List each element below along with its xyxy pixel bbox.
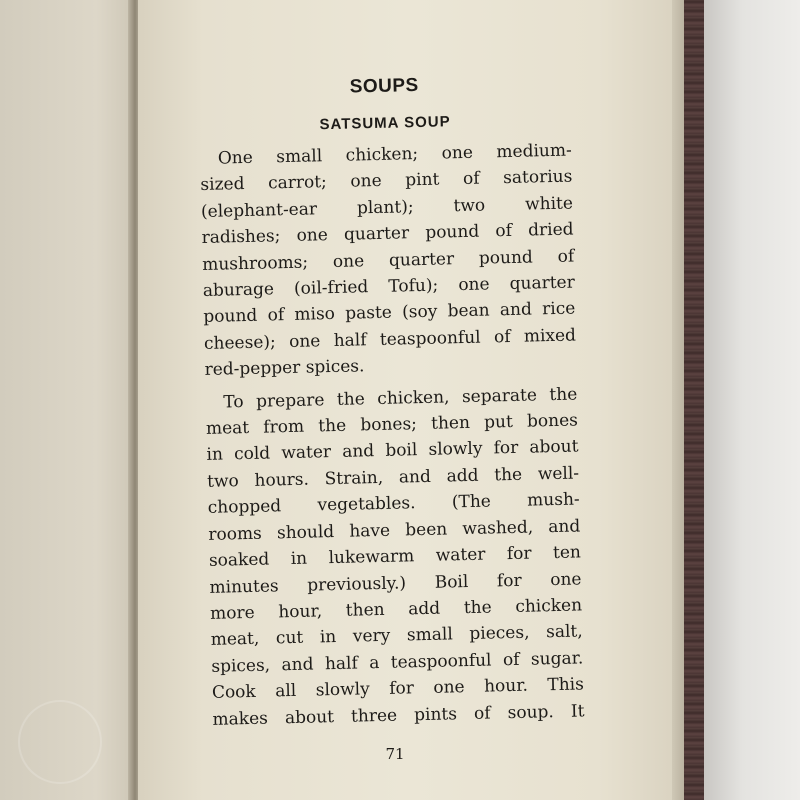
text-line: rooms should have been washed, and [208, 516, 581, 545]
text-line: (elephant-ear plant); two white [200, 193, 574, 222]
watermark-seal [18, 700, 102, 784]
text-line: aburage (oil-fried Tofu); one quarter [202, 272, 575, 301]
text-line: sized carrot; one pint of satorius [200, 166, 573, 196]
text-line: radishes; one quarter pound of dried [201, 219, 574, 249]
recipe-title: SATSUMA SOUP [319, 113, 451, 134]
text-line: meat, cut in very small pieces, salt, [210, 621, 583, 651]
page-number: 71 [385, 745, 405, 763]
facing-page [0, 0, 138, 800]
method-paragraph [205, 381, 585, 733]
table-surface [704, 0, 800, 800]
text-line: pound of miso paste (soy bean and rice [203, 298, 576, 328]
text-line: minutes previously.) Boil for one [209, 568, 582, 598]
text-line: chopped vegetables. (The mush- [207, 489, 580, 519]
text-line: red-pepper spices. [204, 356, 365, 381]
page-text [198, 70, 585, 733]
text-line: spices, and half a teaspoonful of sugar. [211, 648, 584, 677]
book-cover [684, 0, 704, 800]
text-line: soaked in lukewarm water for ten [208, 542, 582, 571]
text-line: in cold water and boil slowly for about [206, 436, 579, 466]
text-line: Cook all slowly for one hour. This [211, 674, 585, 703]
text-line: makes about three pints of soup. It [212, 700, 585, 730]
text-line: To prepare the chicken, separate the [223, 384, 578, 413]
text-line: mushrooms; one quarter pound of [202, 246, 575, 275]
text-line: meat from the bones; then put bones [205, 410, 579, 439]
text-line: cheese); one half teaspoonful of mixed [203, 325, 577, 354]
book-page [138, 0, 680, 800]
text-line: two hours. Strain, and add the well- [206, 463, 580, 492]
ingredients-paragraph [200, 138, 577, 384]
chapter-heading: SOUPS [349, 74, 419, 98]
text-line: One small chicken; one medium- [217, 140, 572, 169]
text-line: more hour, then add the chicken [209, 595, 583, 624]
